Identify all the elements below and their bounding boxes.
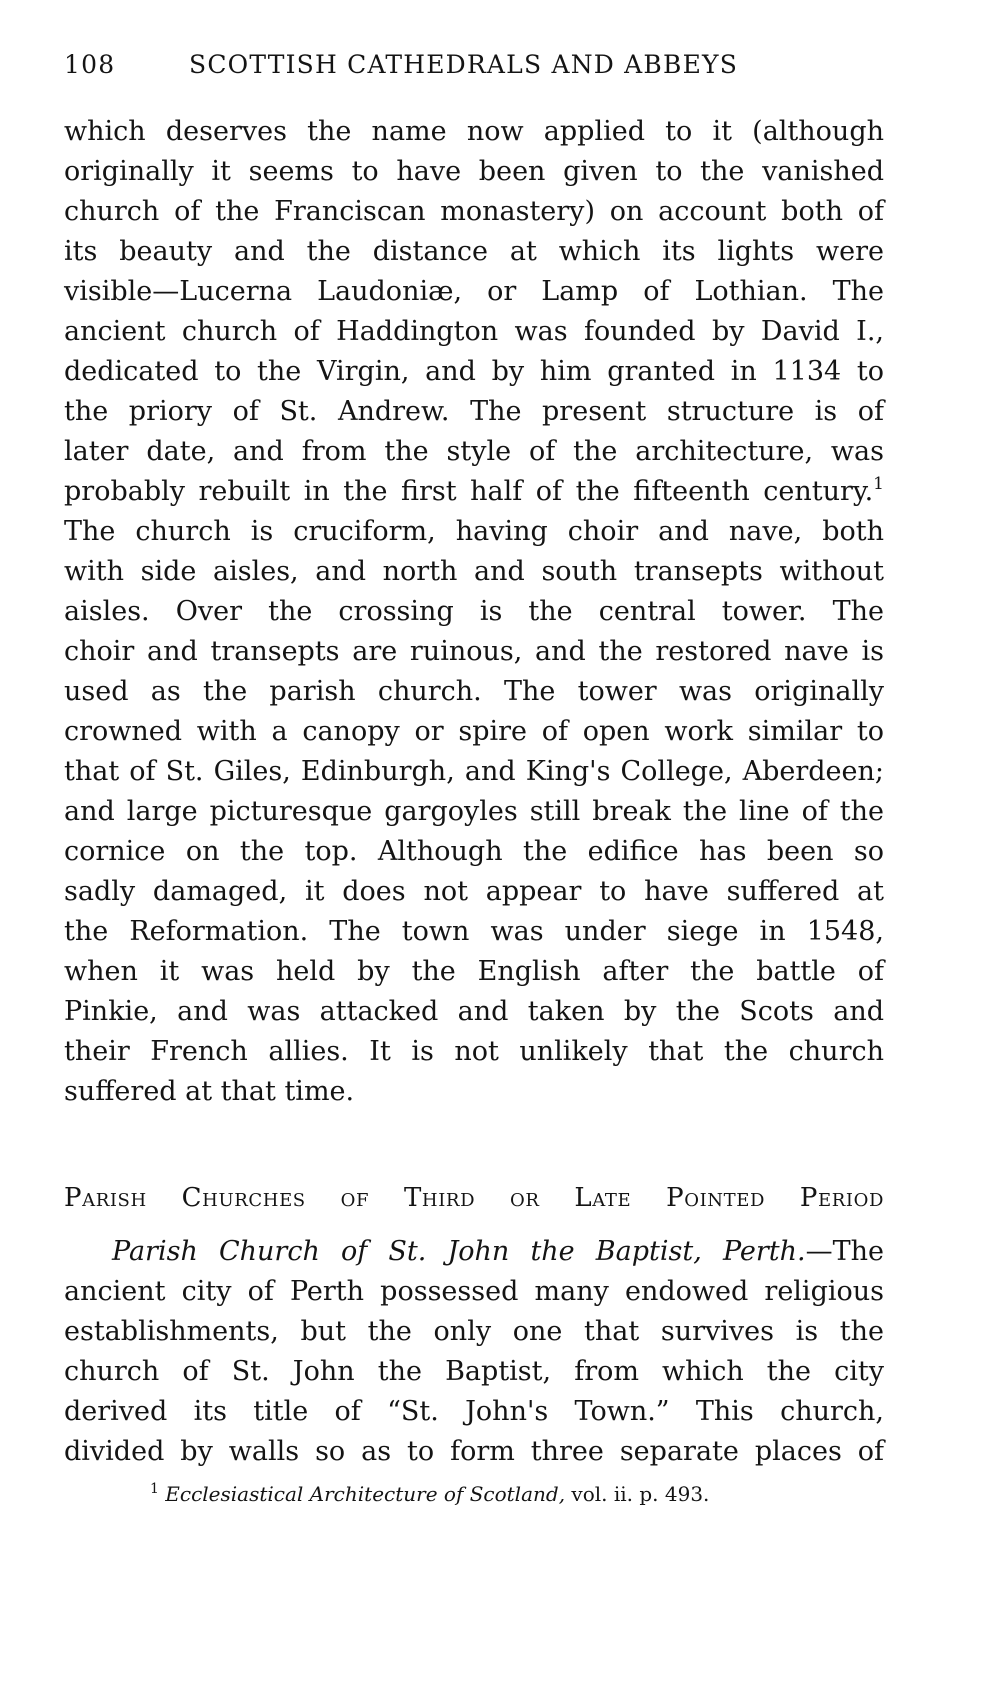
text-line: church of St. John the Baptist, from which the city [64, 1356, 884, 1387]
text-line: aisles. Over the crossing is the central tower. The [64, 596, 884, 627]
text-line: ancient city of Perth possessed many endowed religious [64, 1276, 884, 1307]
text-line: sadly damaged, it does not appear to have suffered at [64, 876, 884, 907]
text-segment: —The [805, 1236, 884, 1267]
text-line: used as the parish church. The tower was originally [64, 676, 884, 707]
text-line: the Reformation. The town was under siege in 1548, [64, 916, 884, 947]
text-line: cornice on the top. Although the edifice has been so [64, 836, 884, 867]
section-heading: Parish Churches of Third or Late Pointed Period [64, 1183, 884, 1213]
text-line: the priory of St. Andrew. The present structure is of [64, 396, 884, 427]
text-line: divided by walls so as to form three separate places of [64, 1436, 884, 1467]
church-title: Parish Church of St. John the Baptist, Perth. [112, 1236, 806, 1267]
text-line: originally it seems to have been given to the vanished [64, 156, 884, 187]
text-line: ancient church of Haddington was founded by David I., [64, 316, 884, 347]
text-line: their French allies. It is not unlikely that the church [64, 1036, 884, 1067]
text-line: when it was held by the English after the battle of [64, 956, 884, 987]
text-line: suffered at that time. [64, 1076, 355, 1107]
text-line: its beauty and the distance at which its lights were [64, 236, 884, 267]
text-line: The church is cruciform, having choir and nave, both [64, 516, 884, 547]
text-line: with side aisles, and north and south transepts without [64, 556, 884, 587]
text-line-with-footnote [64, 472, 884, 512]
section-paragraph [64, 1232, 884, 1472]
running-title: SCOTTISH CATHEDRALS AND ABBEYS [189, 50, 739, 79]
text-line: and large picturesque gargoyles still break the line of the [64, 796, 884, 827]
text-line: later date, and from the style of the architecture, was [64, 436, 884, 467]
text-line: establishments, but the only one that survives is the [64, 1316, 884, 1347]
text-segment: probably rebuilt in the first half of the fifteenth century. [64, 476, 874, 507]
text-line: dedicated to the Virgin, and by him granted in 1134 to [64, 356, 884, 387]
text-line: derived its title of “St. John's Town.” This church, [64, 1396, 884, 1427]
footnote-marker: 1 [873, 474, 884, 494]
page-header [64, 50, 884, 84]
text-line: choir and transepts are ruinous, and the restored nave is [64, 636, 884, 667]
text-line: which deserves the name now applied to it (although [64, 116, 884, 147]
text-line: Pinkie, and was attacked and taken by the Scots and [64, 996, 884, 1027]
text-line: visible—Lucerna Laudoniæ, or Lamp of Lothian. The [64, 276, 884, 307]
text-line: that of St. Giles, Edinburgh, and King's College, Aberdeen; [64, 756, 884, 787]
footnote-marker: 1 [150, 1481, 159, 1497]
text-line: church of the Franciscan monastery) on account both of [64, 196, 884, 227]
page-number: 108 [64, 50, 116, 79]
text-line-with-title [64, 1232, 884, 1272]
body-paragraph [64, 112, 884, 1112]
text-line: crowned with a canopy or spire of open work similar to [64, 716, 884, 747]
footnote-title: Ecclesiastical Architecture of Scotland, [165, 1482, 566, 1506]
footnote [150, 1481, 709, 1507]
footnote-reference: vol. ii. p. 493. [565, 1482, 710, 1506]
